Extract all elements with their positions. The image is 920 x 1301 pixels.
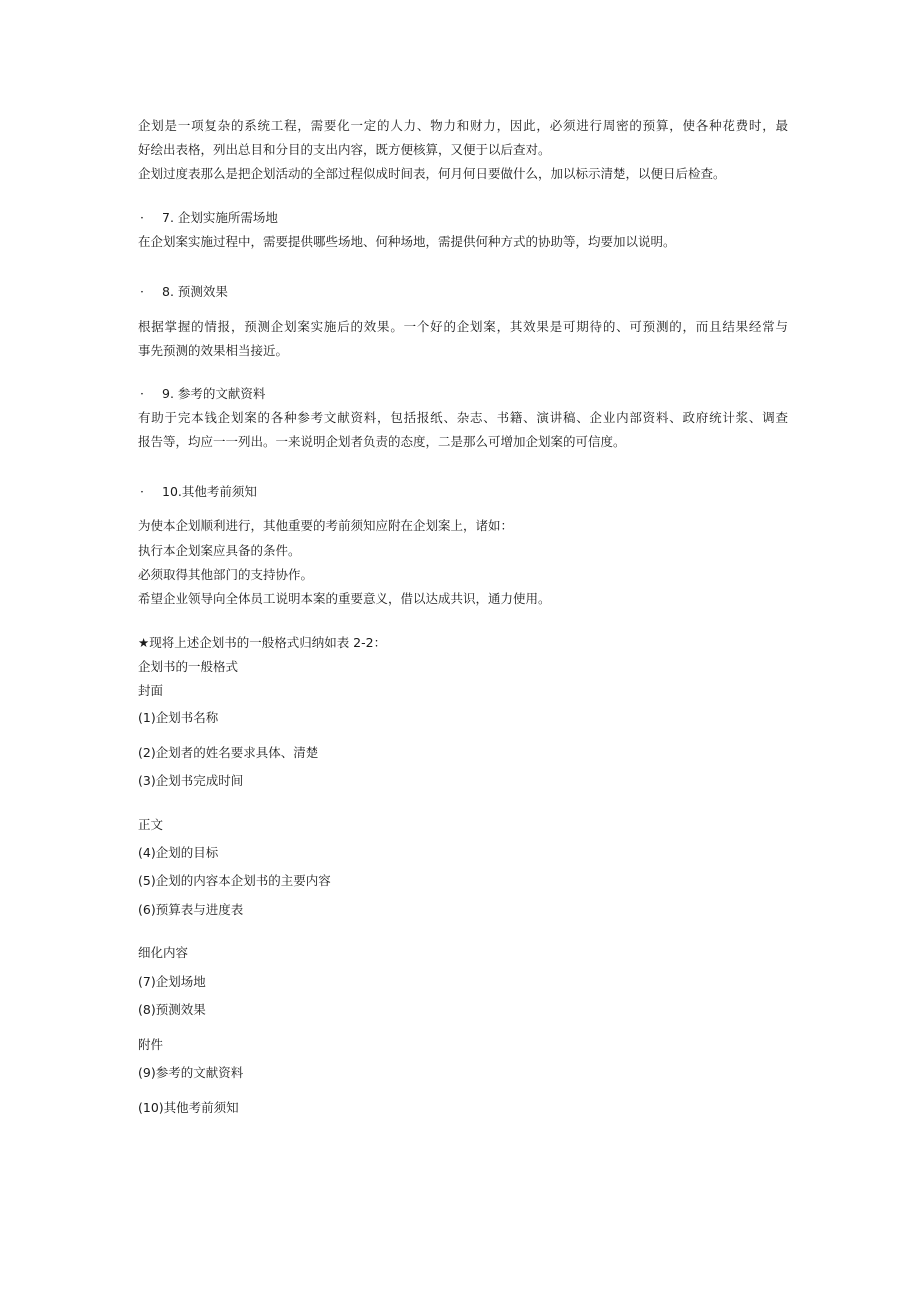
section-references-body-line-1: 有助于完本钱企划案的各种参考文献资料，包括报纸、杂志、书籍、演讲稿、企业内部资料、政府统计浆、调查 [138, 410, 788, 425]
group-detail-label: 细化内容 [138, 945, 189, 960]
list-item: (2)企划者的姓名要求具体、清楚 [138, 745, 319, 760]
list-item: (4)企划的目标 [138, 845, 219, 860]
section-effect-body-line-2: 事先预测的效果相当接近。 [138, 343, 289, 358]
list-item: (7)企划场地 [138, 974, 206, 989]
section-effect-body-line-1: 根据掌握的情报，预测企划案实施后的效果。一个好的企划案，其效果是可期待的、可预测的，而且结果经常与 [138, 319, 788, 334]
section-notes-body-line-3: 必须取得其他部门的支持协作。 [138, 567, 314, 582]
bullet-dot: · [140, 284, 144, 299]
section-notes-body-line-2: 执行本企划案应具备的条件。 [138, 543, 301, 558]
list-item: (3)企划书完成时间 [138, 773, 244, 788]
list-item: (8)预测效果 [138, 1002, 206, 1017]
budget-paragraph-line-2: 好绘出表格，列出总目和分目的支出内容，既方便核算，又便于以后查对。 [138, 142, 551, 157]
group-body-label: 正文 [138, 817, 164, 832]
bullet-dot: · [140, 210, 144, 225]
group-cover-label: 封面 [138, 683, 164, 698]
budget-paragraph-line-1: 企划是一项复杂的系统工程，需要化一定的人力、物力和财力，因此，必须进行周密的预算，使各种花费时，最 [138, 118, 788, 133]
group-appendix-label: 附件 [138, 1037, 164, 1052]
bullet-dot: · [140, 386, 144, 401]
section-notes-body-line-4: 希望企业领导向全体员工说明本案的重要意义，借以达成共识，通力使用。 [138, 591, 551, 606]
list-item: (5)企划的内容本企划书的主要内容 [138, 873, 331, 888]
section-heading-venue: 7. 企划实施所需场地 [162, 210, 278, 225]
section-venue-body: 在企划案实施过程中，需要提供哪些场地、何种场地，需提供何种方式的协助等，均要加以说明。 [138, 234, 676, 249]
section-heading-effect: 8. 预测效果 [162, 284, 228, 299]
list-item: (9)参考的文献资料 [138, 1065, 244, 1080]
list-item: (6)预算表与进度表 [138, 902, 244, 917]
section-heading-references: 9. 参考的文献资料 [162, 386, 266, 401]
list-item: (10)其他考前须知 [138, 1100, 239, 1115]
summary-table-title: 企划书的一般格式 [138, 659, 239, 674]
section-references-body-line-2: 报告等，均应一一列出。一来说明企划者负责的态度，二是那么可增加企划案的可信度。 [138, 434, 626, 449]
summary-intro: ★现将上述企划书的一般格式归纳如表 2-2： [138, 635, 387, 650]
section-notes-body-line-1: 为使本企划顺利进行，其他重要的考前须知应附在企划案上，诸如： [138, 518, 514, 533]
bullet-dot: · [140, 484, 144, 499]
section-heading-notes: 10.其他考前须知 [162, 484, 257, 499]
list-item: (1)企划书名称 [138, 710, 219, 725]
schedule-paragraph: 企划过度表那么是把企划活动的全部过程似成时间表，何月何日要做什么，加以标示清楚，以便日后检查。 [138, 166, 726, 181]
